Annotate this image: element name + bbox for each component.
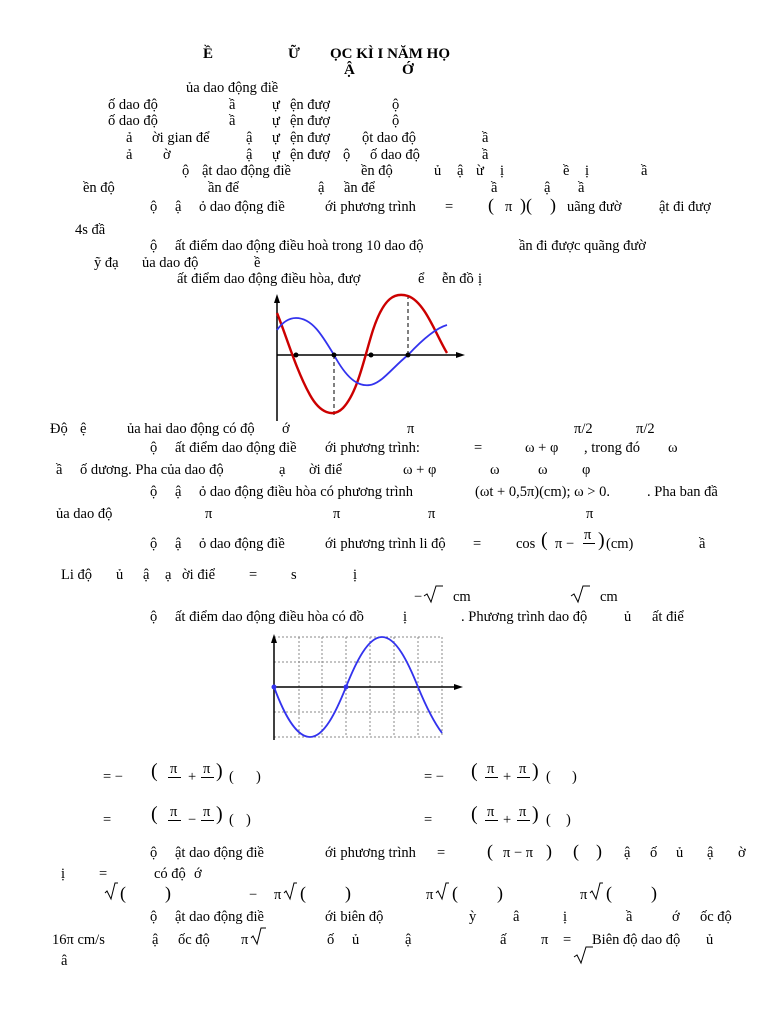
text: π xyxy=(407,421,415,437)
text: ố dương. Pha của dao độ xyxy=(80,462,224,478)
text: = xyxy=(437,845,446,861)
text: ầ xyxy=(229,97,236,113)
text: ủ xyxy=(352,932,360,948)
fraction-bar xyxy=(168,820,181,821)
text: ộ xyxy=(150,484,158,500)
text: ỳ xyxy=(469,909,477,925)
paren: ) xyxy=(532,803,539,825)
text: ật dao động điề xyxy=(175,845,264,861)
text: ật dao động điề xyxy=(202,163,291,179)
text: ện đượ xyxy=(290,130,331,146)
text: 4s đầ xyxy=(75,222,106,238)
text: π xyxy=(333,506,341,522)
text: ( xyxy=(488,195,494,215)
text: π xyxy=(170,804,178,820)
paren: ) xyxy=(216,760,223,782)
text: ện đượ xyxy=(290,147,331,163)
text: ω xyxy=(538,462,548,478)
text: ủ xyxy=(434,163,442,179)
text: ầ xyxy=(482,147,489,163)
fraction-bar xyxy=(201,820,214,821)
graph2-point-2 xyxy=(344,685,349,690)
text: ủa dao độ xyxy=(142,255,199,271)
text: ậ xyxy=(246,147,253,163)
text: π xyxy=(426,887,434,903)
text: ) xyxy=(572,769,577,785)
fraction-bar xyxy=(201,777,214,778)
text: π xyxy=(203,804,211,820)
text: ện đượ xyxy=(290,97,331,113)
text: s xyxy=(291,567,297,583)
text: ) xyxy=(497,883,503,903)
text: ất điểm dao động điề xyxy=(175,440,297,456)
text: ố xyxy=(327,932,335,948)
fraction-bar xyxy=(168,777,181,778)
sqrt-sign xyxy=(283,882,297,900)
text: φ xyxy=(582,462,591,478)
text: ả xyxy=(126,147,133,163)
text: π xyxy=(428,506,436,522)
text: ) xyxy=(256,769,261,785)
title-1a: Ề xyxy=(203,46,214,62)
text: ị xyxy=(500,163,505,179)
paren: ( xyxy=(471,803,478,825)
text: ộ xyxy=(150,609,158,625)
text: ị xyxy=(353,567,358,583)
text: â xyxy=(513,909,520,925)
text: ện đượ xyxy=(290,113,331,129)
text: ậ xyxy=(152,932,159,948)
text: ( xyxy=(606,883,612,903)
text: ần để xyxy=(344,180,375,196)
text: ố xyxy=(650,845,658,861)
text: π − π xyxy=(503,845,534,861)
text: ậ xyxy=(457,163,464,179)
text: ( xyxy=(229,812,234,828)
text: ( xyxy=(546,812,551,828)
text: π − xyxy=(555,536,575,552)
text: ậ xyxy=(405,932,412,948)
text: ạ xyxy=(165,567,172,583)
text: ới biên độ xyxy=(325,909,384,925)
text: = xyxy=(99,866,108,882)
paren: ( xyxy=(151,803,158,825)
text: ất điểm dao động điều hòa, đượ xyxy=(177,271,361,287)
text: ộ xyxy=(343,147,351,163)
text: ậ xyxy=(246,130,253,146)
text: ( xyxy=(546,769,551,785)
title-2b: Ớ xyxy=(402,62,414,78)
text: ậ xyxy=(624,845,631,861)
text: ậ xyxy=(175,199,182,215)
text: π xyxy=(580,887,588,903)
graph2-point-1 xyxy=(272,685,277,690)
paren: ) xyxy=(598,529,605,551)
text: + xyxy=(188,769,197,785)
text: ễn đồ xyxy=(442,271,474,287)
text: ậ xyxy=(175,536,182,552)
sqrt-sign xyxy=(573,946,593,964)
text: ộ xyxy=(182,163,190,179)
text: ) xyxy=(566,812,571,828)
text: π xyxy=(203,761,211,777)
text: ỏ dao động điề xyxy=(199,536,285,552)
text: ậ xyxy=(318,180,325,196)
text: ất điểm dao động điều hoà trong 10 dao độ xyxy=(175,238,424,254)
text: ộ xyxy=(150,199,158,215)
text: ới phương trình xyxy=(325,199,416,215)
text: ω xyxy=(668,440,678,456)
text: ậ xyxy=(175,484,182,500)
text: ật đi đượ xyxy=(659,199,711,215)
text: ộ xyxy=(150,909,158,925)
text: ( xyxy=(487,841,493,861)
text: ộ xyxy=(150,440,158,456)
text: π xyxy=(170,761,178,777)
text: π xyxy=(487,761,495,777)
text: ố dao độ xyxy=(370,147,420,163)
text: ( xyxy=(573,841,579,861)
paren: ) xyxy=(532,760,539,782)
text: ầ xyxy=(491,180,498,196)
text: − xyxy=(249,887,258,903)
text: ầ xyxy=(482,130,489,146)
text: ốc độ xyxy=(700,909,732,925)
text: ền độ xyxy=(83,180,115,196)
text: ậ xyxy=(544,180,551,196)
text: ới phương trình xyxy=(325,845,416,861)
text: ) xyxy=(546,841,552,861)
text: ần để xyxy=(208,180,239,196)
text: − xyxy=(188,812,197,828)
text: = xyxy=(474,440,483,456)
text: ầ xyxy=(626,909,633,925)
text: ủa dao động điề xyxy=(186,80,279,96)
text: ớ xyxy=(282,421,290,437)
text: ) xyxy=(596,841,602,861)
text: ộ xyxy=(150,238,158,254)
text: ầ xyxy=(229,113,236,129)
text: uãng đườ xyxy=(567,199,622,215)
text: 16π cm/s xyxy=(52,932,105,948)
text: ố dao độ xyxy=(108,113,158,129)
text: ộ xyxy=(392,97,400,113)
text: ạ xyxy=(279,462,286,478)
fraction-bar xyxy=(517,777,530,778)
text: π xyxy=(205,506,213,522)
text: π xyxy=(274,887,282,903)
title-2a: Ậ xyxy=(344,62,355,78)
text: = xyxy=(563,932,572,948)
text: ị xyxy=(563,909,568,925)
paren: ( xyxy=(541,529,548,551)
text: â xyxy=(61,953,68,969)
text: ờ xyxy=(163,147,171,163)
paren: ( xyxy=(151,760,158,782)
text: ốc độ xyxy=(178,932,210,948)
graph2-x-arrow xyxy=(454,684,463,690)
text: ộ xyxy=(392,113,400,129)
text: ) xyxy=(165,883,171,903)
text: π xyxy=(519,804,527,820)
text: ậ xyxy=(143,567,150,583)
text: ậ xyxy=(707,845,714,861)
text: ( xyxy=(300,883,306,903)
text: Độ xyxy=(50,421,68,437)
text: ự xyxy=(272,130,280,146)
text: ) xyxy=(550,195,556,215)
text: ủa hai dao động có độ xyxy=(127,421,255,437)
paren: ) xyxy=(216,803,223,825)
text: π xyxy=(487,804,495,820)
text: ω xyxy=(490,462,500,478)
text: ị xyxy=(585,163,590,179)
text: = xyxy=(473,536,482,552)
text: π/2 xyxy=(636,421,655,437)
text: ệ xyxy=(80,421,87,437)
text: ền độ xyxy=(361,163,393,179)
text: ề xyxy=(254,255,261,271)
fraction-bar xyxy=(517,820,530,821)
text: ớ xyxy=(194,866,202,882)
text: ộ xyxy=(150,845,158,861)
text: ( xyxy=(229,769,234,785)
text: ờ xyxy=(738,845,746,861)
text: Li độ xyxy=(61,567,93,583)
text: . Pha ban đầ xyxy=(647,484,718,500)
text: ể xyxy=(418,271,425,287)
text: ới phương trình li độ xyxy=(325,536,446,552)
text: ất điểm dao động điều hòa có đồ xyxy=(175,609,364,625)
text: ầ xyxy=(578,180,585,196)
fraction-bar xyxy=(485,777,498,778)
text: ủ xyxy=(624,609,632,625)
text: ời gian để xyxy=(152,130,210,146)
text: ( xyxy=(120,883,126,903)
text: , trong đó xyxy=(584,440,640,456)
text: cm xyxy=(600,589,618,605)
text: ới phương trình: xyxy=(325,440,420,456)
text: ầ xyxy=(56,462,63,478)
text: . Phương trình dao độ xyxy=(461,609,588,625)
text: ị xyxy=(61,866,66,882)
title-1b: Ữ xyxy=(288,46,300,62)
text: ω + φ xyxy=(403,462,437,478)
option-4-eq: = xyxy=(424,812,433,828)
text: = xyxy=(445,199,454,215)
option-1-eq: = − xyxy=(103,769,123,785)
text: ị xyxy=(403,609,408,625)
text: ả xyxy=(126,130,133,146)
text: π xyxy=(541,932,549,948)
text: ật dao động điề xyxy=(175,909,264,925)
text: π xyxy=(584,527,592,543)
text: ột dao độ xyxy=(362,130,416,146)
text: ộ xyxy=(150,536,158,552)
text: ) xyxy=(246,812,251,828)
text: cos xyxy=(516,536,536,552)
text: ần đi được quãng đườ xyxy=(519,238,646,254)
text: ời điể xyxy=(182,567,216,583)
text: − xyxy=(414,589,423,605)
text: = xyxy=(249,567,258,583)
sqrt-sign xyxy=(104,882,118,900)
text: ự xyxy=(272,113,280,129)
text: ất điể xyxy=(652,609,684,625)
text: ầ xyxy=(641,163,648,179)
text: π xyxy=(241,932,249,948)
text: ỏ dao động điề xyxy=(199,199,285,215)
paren: ( xyxy=(471,760,478,782)
text: π xyxy=(519,761,527,777)
text: + xyxy=(503,812,512,828)
fraction-bar xyxy=(485,820,498,821)
text: ủ xyxy=(116,567,124,583)
text: có độ xyxy=(154,866,186,882)
text: Biên độ dao độ xyxy=(592,932,681,948)
text: ỹ đạ xyxy=(94,255,119,271)
text: ω + φ xyxy=(525,440,559,456)
text: ời điể xyxy=(309,462,343,478)
text: ủ xyxy=(706,932,714,948)
text: ầ xyxy=(699,536,706,552)
text: ố dao độ xyxy=(108,97,158,113)
text: cm xyxy=(453,589,471,605)
sqrt-sign xyxy=(589,882,603,900)
text: π/2 xyxy=(574,421,593,437)
text: ấ xyxy=(500,932,507,948)
text: ề xyxy=(563,163,570,179)
text: ỏ dao động điều hòa có phương trình xyxy=(199,484,414,500)
sqrt-sign xyxy=(250,927,266,945)
text: ị xyxy=(478,271,483,287)
text: + xyxy=(503,769,512,785)
text: (cm) xyxy=(606,536,634,552)
text: ự xyxy=(272,97,280,113)
text: ớ xyxy=(672,909,680,925)
option-3-eq: = xyxy=(103,812,112,828)
text: )( xyxy=(520,195,532,215)
text: ) xyxy=(345,883,351,903)
text: (ωt + 0,5π)(cm); ω > 0. xyxy=(475,484,610,500)
text: ừ xyxy=(476,163,484,179)
text: π xyxy=(586,506,594,522)
text: ) xyxy=(651,883,657,903)
text: π xyxy=(505,199,513,215)
text: ( xyxy=(452,883,458,903)
graph2-y-arrow xyxy=(271,634,277,643)
sqrt-sign xyxy=(435,882,449,900)
text: ủa dao độ xyxy=(56,506,113,522)
option-2-eq: = − xyxy=(424,769,444,785)
text: ự xyxy=(272,147,280,163)
title-1c: ỌC KÌ I NĂM HỌ xyxy=(330,46,450,62)
text: ủ xyxy=(676,845,684,861)
